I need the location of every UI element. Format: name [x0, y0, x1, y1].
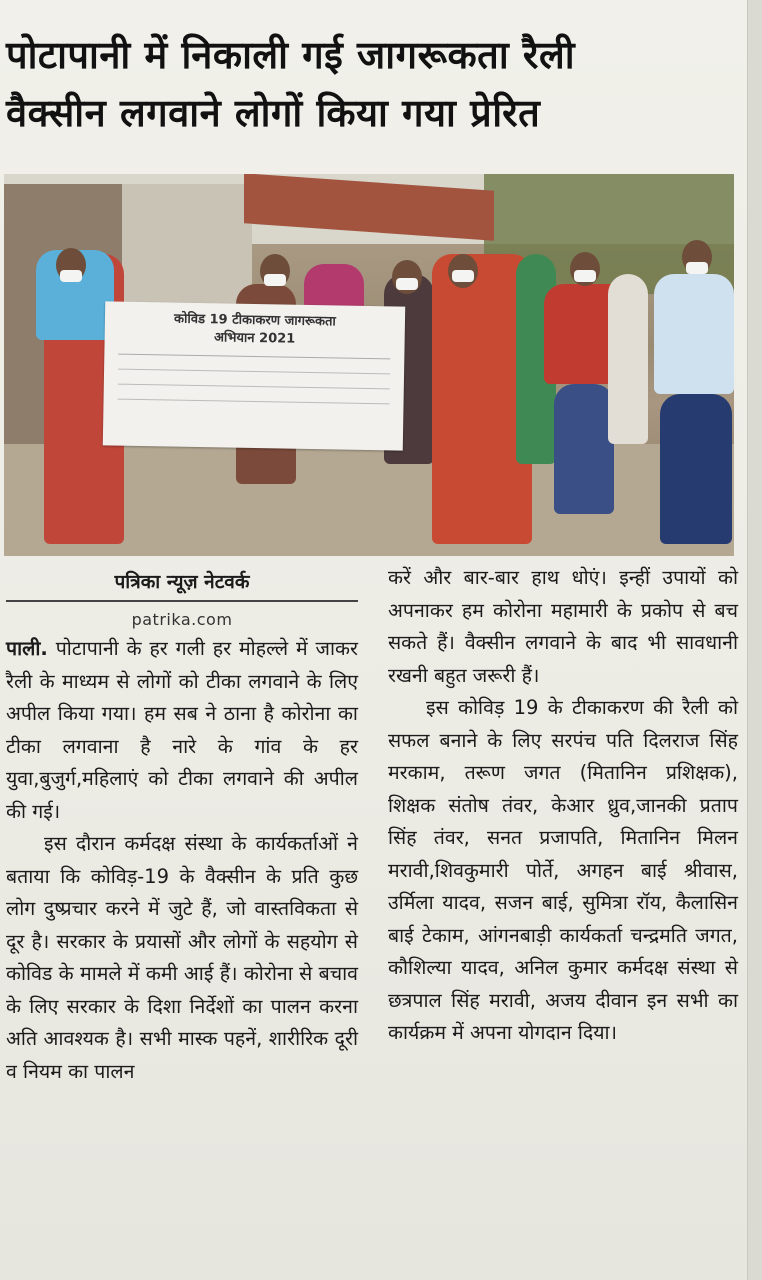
byline: पत्रिका न्यूज़ नेटवर्क [114, 571, 250, 593]
byline-divider [6, 600, 358, 602]
banner-line-1: कोविड 19 टीकाकरण जागरूकता [173, 311, 336, 330]
rally-banner [103, 301, 405, 450]
paragraph-3: करें और बार-बार हाथ धोएं। इन्हीं उपायों को अपनाकर हम कोरोना महामारी के प्रकोप से बच सकते हैं। वैक्सीन लगवाने के बाद भी सावधानी रखनी बहुत जरूरी हैं। [388, 566, 738, 687]
paragraph-1 [6, 633, 358, 828]
left-column [6, 560, 358, 1088]
headline [6, 26, 736, 142]
headline-line-2: वैक्सीन लगवाने लोगों किया गया प्रेरित [6, 91, 541, 135]
adjacent-page-edge [747, 0, 762, 1280]
paragraph-4: इस कोविड़ 19 के टीकाकरण की रैली को सफल बनाने के लिए सरपंच पति दिलराज सिंह मरकाम, तरूण जगत (मितानिन प्रशिक्षक), शिक्षक संतोष तंवर, केआर ध्रुव,जानकी प्रताप सिंह तंवर, सनत प्रजापति, मितानिन मिलन मरावी,शिवकुमारी पोर्ते, अगहन बाई श्रीवास, उर्मिला यादव, सजन बाई, सुमित्रा रॉय, कैलासिन बाई टेकाम, आंगनबाड़ी कार्यकर्ता चन्द्रमति जगत, कौशिल्या यादव, अनिल कुमार कर्मदक्ष संस्था से छत्रपाल सिंह मरावी, अजय दीवान इन सभी का कार्यक्रम में अपना योगदान दिया। [388, 696, 738, 1044]
dateline: पाली. [6, 637, 48, 660]
paragraph-1-text: पोटापानी के हर गली हर मोहल्ले में जाकर रैली के माध्यम से लोगों को टीका लगवाने के लिए अपील किया गया। हम सब ने ठाना है कोरोना का टीका लगवाना है नारे के गांव के हर युवा,बुजुर्ग,महिलाएं को टीका लगवाने की अपील की गई। [6, 637, 358, 823]
website: patrika.com [131, 610, 233, 629]
rally-photo [4, 174, 734, 556]
banner-line-2: अभियान 2021 [213, 330, 296, 347]
right-column [388, 562, 738, 1050]
paragraph-2: इस दौरान कर्मदक्ष संस्था के कार्यकर्ताओं ने बताया कि कोविड़-19 के वैक्सीन के प्रति कुछ लोग दुष्प्रचार करने में जुटे हैं, जो वास्तविकता से दूर है। सरकार के प्रयासों और लोगों के सहयोग से कोविड के मामले में कमी आई हैं। कोरोना से बचाव के लिए सरकार के दिशा निर्देशों का पालन करना अति आवश्यक है। सभी मास्क पहनें, शारीरिक दूरी व नियम का पालन [6, 832, 358, 1083]
headline-line-1: पोटापानी में निकाली गई जागरूकता रैली [6, 33, 576, 77]
